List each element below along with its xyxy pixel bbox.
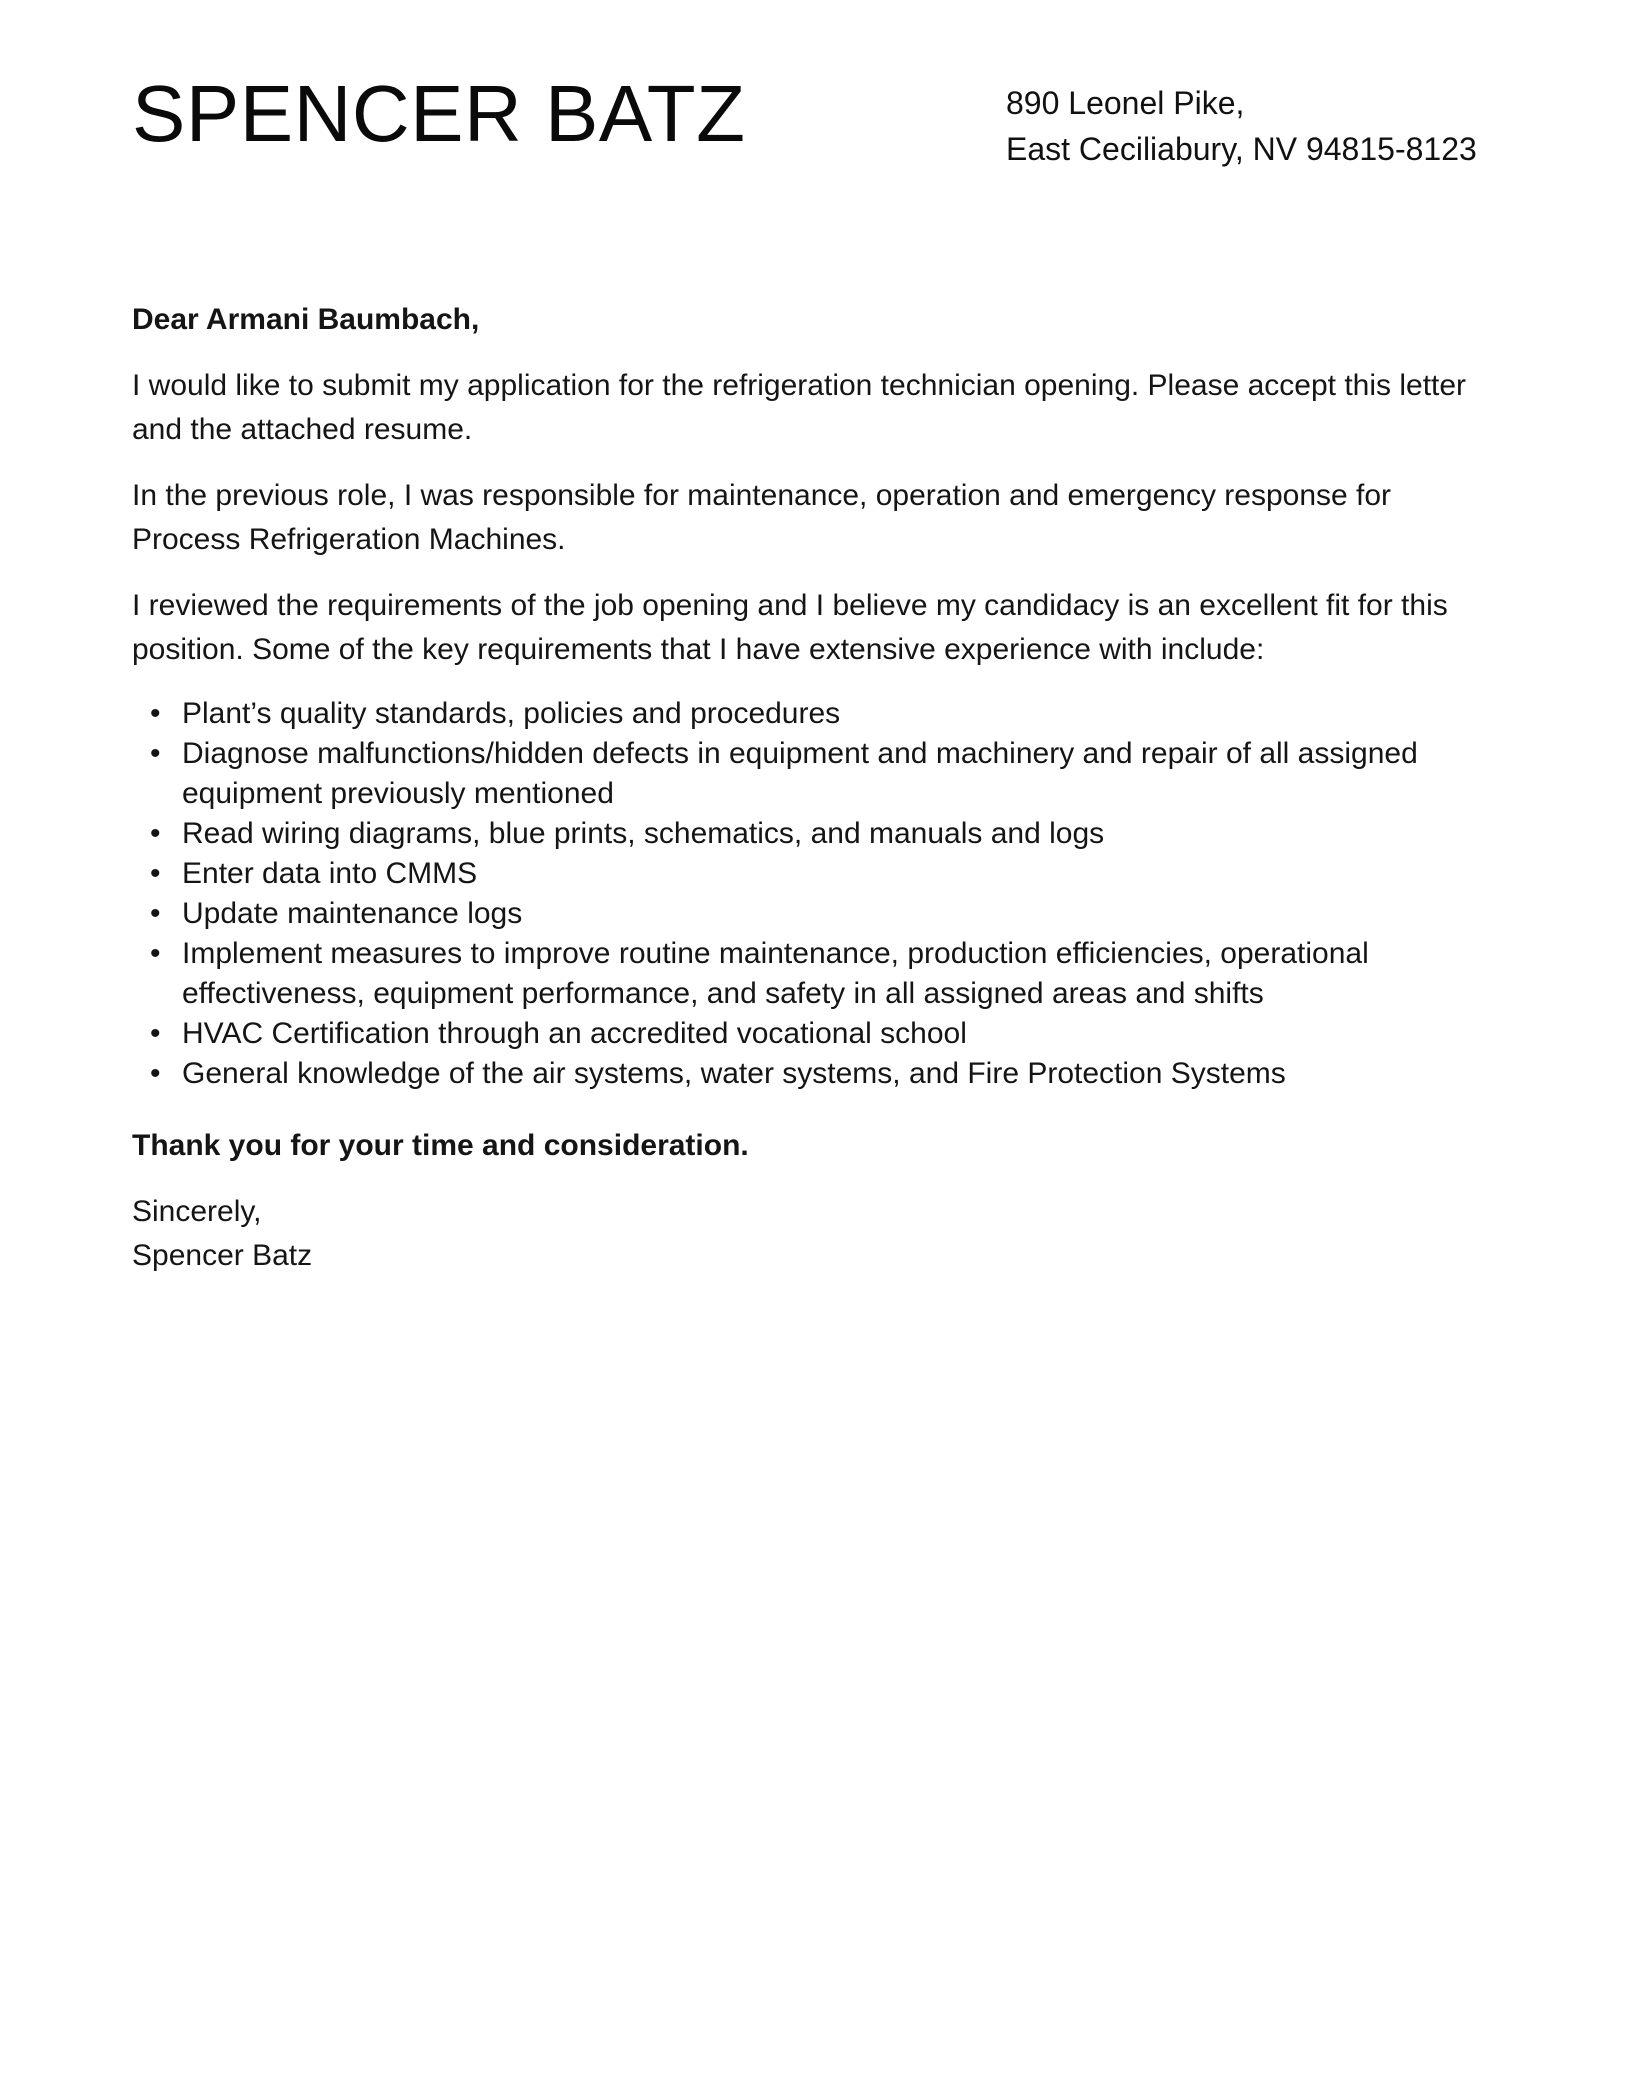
applicant-name: SPENCER BATZ — [132, 69, 746, 158]
list-item-text: Update maintenance logs — [182, 897, 523, 930]
address-line-1: 890 Leonel Pike, — [1006, 85, 1245, 121]
list-item — [132, 854, 1502, 894]
list-item-text: Read wiring diagrams, blue prints, schematics, and manuals and logs — [182, 817, 1105, 850]
paragraph-previous-role: In the previous role, I was responsible for maintenance, operation and emergency response for Process Refrigeration Machines. — [132, 479, 1392, 556]
paragraph-requirements-intro: I reviewed the requirements of the job opening and I believe my candidacy is an excellent fit for this position. Some of the key requirements that I have extensive experience with include: — [132, 589, 1448, 666]
bullet-icon: • — [150, 937, 161, 970]
applicant-address — [1006, 80, 1477, 172]
bullet-icon: • — [150, 857, 161, 890]
paragraph-intro: I would like to submit my application for the refrigeration technician opening. Please accept this letter and the attached resume. — [132, 369, 1467, 446]
list-item — [132, 734, 1502, 814]
bullet-icon: • — [150, 1057, 161, 1090]
list-item-text: Diagnose malfunctions/hidden defects in equipment and machinery and repair of all assigned equipment previously mentioned — [182, 737, 1418, 810]
bullet-icon: • — [150, 817, 161, 850]
list-item-text: General knowledge of the air systems, water systems, and Fire Protection Systems — [182, 1057, 1286, 1090]
requirements-list — [132, 694, 1502, 1094]
signature-name: Spencer Batz — [132, 1239, 313, 1272]
list-item-text: Plant’s quality standards, policies and procedures — [182, 697, 841, 730]
closing-line: Thank you for your time and consideration. — [132, 1129, 749, 1162]
bullet-icon: • — [150, 1017, 161, 1050]
list-item — [132, 1054, 1502, 1094]
list-item — [132, 694, 1502, 734]
salutation: Dear Armani Baumbach, — [132, 303, 480, 336]
bullet-icon: • — [150, 737, 161, 770]
list-item — [132, 1014, 1502, 1054]
bullet-icon: • — [150, 697, 161, 730]
address-line-2: East Ceciliabury, NV 94815-8123 — [1006, 131, 1477, 167]
letter-body — [132, 298, 1502, 1278]
bullet-icon: • — [150, 897, 161, 930]
signoff: Sincerely, — [132, 1195, 262, 1228]
list-item — [132, 894, 1502, 934]
signoff-block — [132, 1190, 1502, 1278]
list-item — [132, 934, 1502, 1014]
list-item-text: HVAC Certification through an accredited vocational school — [182, 1017, 967, 1050]
list-item — [132, 814, 1502, 854]
list-item-text: Implement measures to improve routine maintenance, production efficiencies, operational effectiveness, equipment performance, and safety in all assigned areas and shifts — [182, 937, 1369, 1010]
list-item-text: Enter data into CMMS — [182, 857, 478, 890]
